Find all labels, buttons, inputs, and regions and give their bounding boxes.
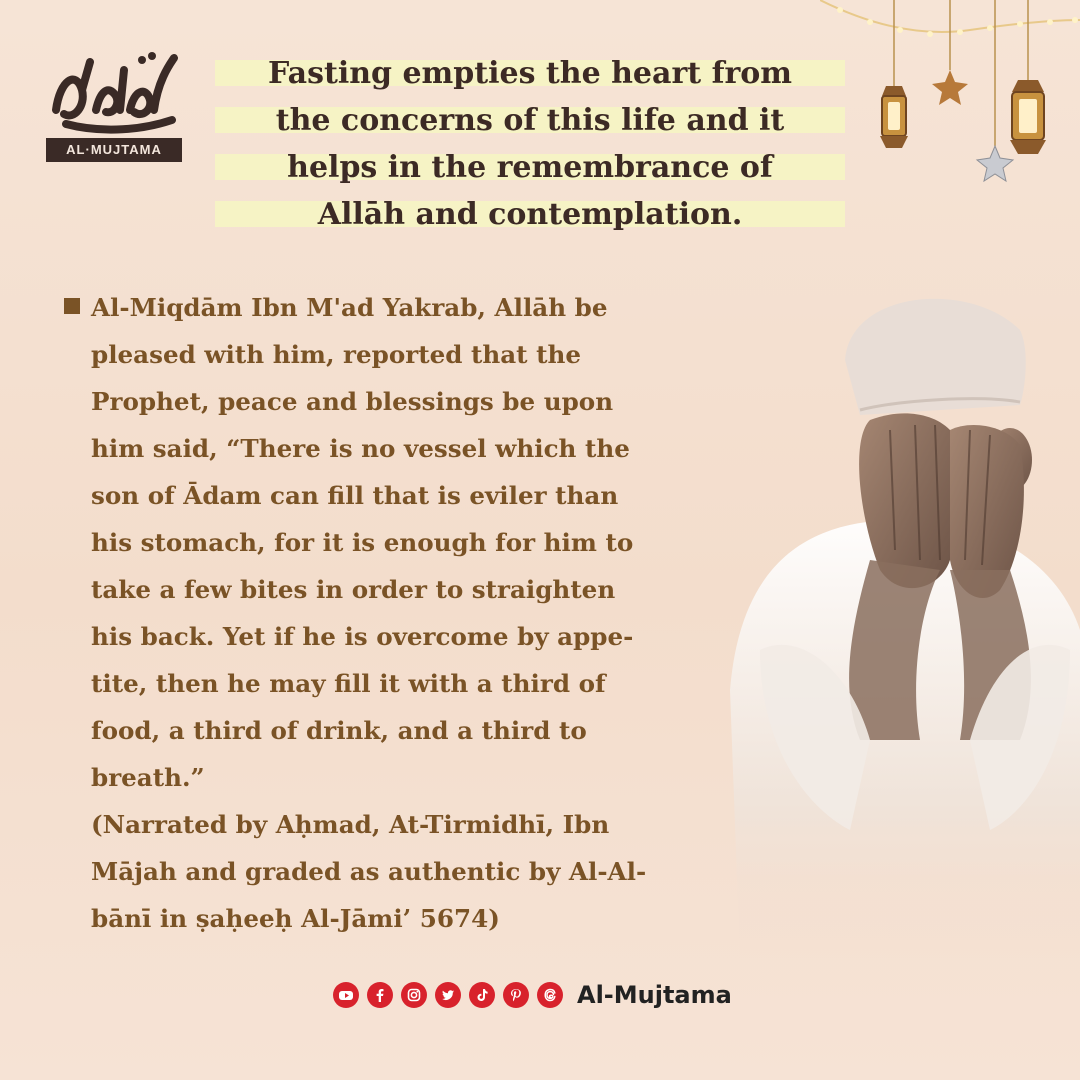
facebook-icon[interactable]	[367, 982, 393, 1008]
youtube-icon[interactable]	[333, 982, 359, 1008]
headline-line: Fasting empties the heart from	[215, 50, 845, 97]
headline-line: Allāh and contemplation.	[215, 191, 845, 238]
lantern-decoration	[820, 0, 1080, 200]
logo-wordmark: AL·MUJTAMA	[46, 138, 182, 162]
logo	[46, 40, 182, 162]
star-icon	[977, 146, 1013, 181]
lantern-icon	[1010, 80, 1046, 154]
lantern-icon	[880, 86, 908, 148]
text-line: him said, “There is no vessel which the	[91, 434, 630, 463]
text-line: son of Ādam can fill that is eviler than	[91, 481, 619, 510]
star-icon	[932, 70, 968, 105]
headline-line: helps in the remembrance of	[215, 144, 845, 191]
headline-line: the concerns of this life and it	[215, 97, 845, 144]
footer-social	[333, 978, 732, 1012]
praying-man-image	[720, 270, 1080, 960]
tiktok-icon[interactable]	[469, 982, 495, 1008]
text-line: his back. Yet if he is overcome by appe-	[91, 622, 634, 651]
citation-line: (Narrated by Aḥmad, At-Tirmidhī, Ibn	[91, 810, 610, 839]
text-line: Al-Miqdām Ibn M'ad Yakrab, Allāh be	[91, 293, 608, 322]
text-line: food, a third of drink, and a third to	[91, 716, 587, 745]
hadith-text	[91, 284, 731, 942]
citation-line: bānī in ṣaḥeeḥ Al-Jāmi’ 5674)	[91, 904, 500, 933]
headline	[215, 50, 845, 238]
threads-icon[interactable]	[537, 982, 563, 1008]
text-line: breath.”	[91, 763, 205, 792]
text-line: take a few bites in order to straighten	[91, 575, 616, 604]
citation-line: Mājah and graded as authentic by Al-Al-	[91, 857, 647, 886]
text-line: Prophet, peace and blessings be upon	[91, 387, 614, 416]
brand-name: Al-Mujtama	[577, 981, 732, 1009]
instagram-icon[interactable]	[401, 982, 427, 1008]
pinterest-icon[interactable]	[503, 982, 529, 1008]
text-line: pleased with him, reported that the	[91, 340, 581, 369]
twitter-icon[interactable]	[435, 982, 461, 1008]
logo-calligraphy	[46, 40, 182, 138]
bullet-marker	[64, 298, 80, 314]
text-line: tite, then he may fill it with a third of	[91, 669, 606, 698]
text-line: his stomach, for it is enough for him to	[91, 528, 634, 557]
